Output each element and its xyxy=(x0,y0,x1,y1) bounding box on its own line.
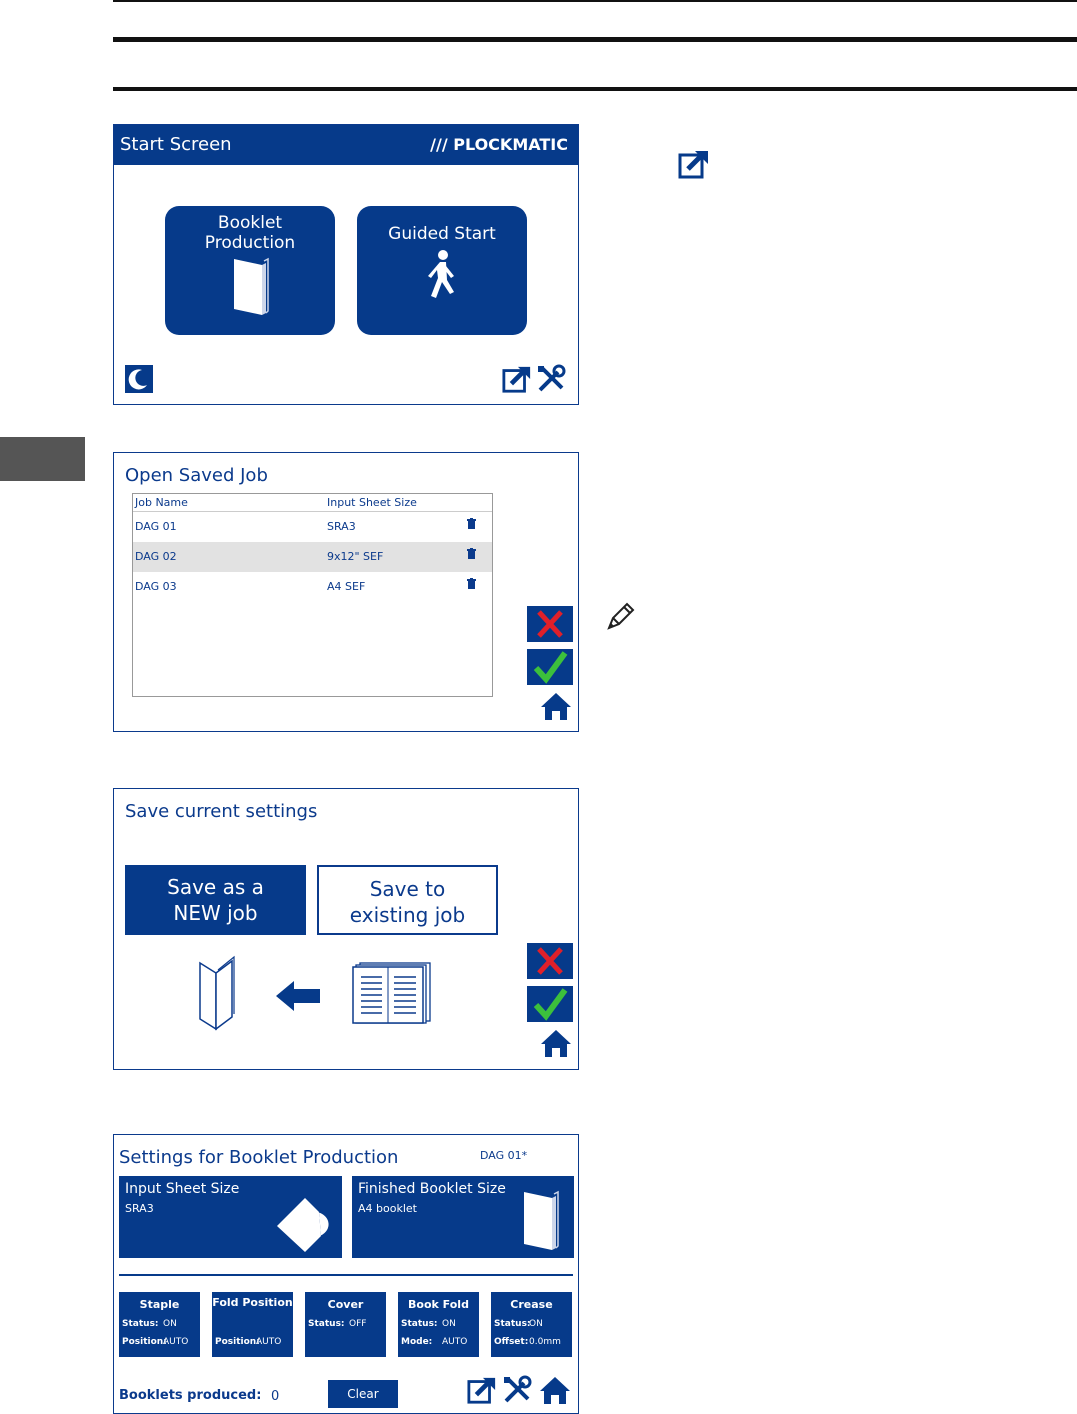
save-new-line1: Save as a xyxy=(167,875,264,899)
plockmatic-logo: /// PLOCKMATIC xyxy=(430,135,568,154)
book-fold-status-label: Status: xyxy=(401,1319,438,1329)
folded-sheet-icon xyxy=(273,1196,337,1256)
trash-icon[interactable] xyxy=(467,518,476,529)
booklet-settings-panel xyxy=(113,1134,579,1414)
crease-offset-label: Offset: xyxy=(494,1337,529,1347)
save-settings-panel xyxy=(113,788,579,1070)
start-screen-panel xyxy=(113,124,579,405)
cover-title: Cover xyxy=(327,1298,364,1311)
clear-button-label: Clear xyxy=(347,1387,379,1401)
input-sheet-size-title: Input Sheet Size xyxy=(125,1181,240,1197)
section-divider xyxy=(119,1274,573,1276)
guided-start-button[interactable] xyxy=(357,206,527,335)
trash-icon[interactable] xyxy=(467,578,476,589)
cover-status-value: OFF xyxy=(349,1319,367,1329)
save-existing-line2: existing job xyxy=(349,903,466,927)
chapter-tab xyxy=(0,437,85,481)
col-input-sheet-size: Input Sheet Size xyxy=(327,496,417,509)
booklets-produced-value: 0 xyxy=(271,1389,280,1404)
input-sheet-size-card[interactable] xyxy=(119,1176,342,1258)
tools-button[interactable] xyxy=(536,364,566,394)
cross-icon xyxy=(527,606,573,642)
cancel-button[interactable] xyxy=(527,943,573,979)
export-icon xyxy=(467,1375,497,1405)
table-row[interactable] xyxy=(133,512,492,542)
booklet-production-label-2: Production xyxy=(204,233,296,253)
staple-title: Staple xyxy=(139,1298,180,1311)
staple-tile[interactable] xyxy=(119,1292,200,1357)
tools-button[interactable] xyxy=(502,1375,532,1405)
table-row[interactable] xyxy=(133,572,492,602)
job-name-cell: DAG 02 xyxy=(135,550,177,563)
staple-position-value: AUTO xyxy=(163,1337,189,1347)
booklet-production-button[interactable] xyxy=(165,206,335,335)
guided-start-label: Guided Start xyxy=(388,224,496,244)
start-screen-header xyxy=(114,125,578,165)
save-new-line2: NEW job xyxy=(173,901,258,925)
book-fold-mode-label: Mode: xyxy=(401,1337,433,1347)
col-job-name: Job Name xyxy=(135,496,188,509)
home-icon xyxy=(539,1028,573,1058)
cover-tile[interactable] xyxy=(305,1292,386,1357)
finished-booklet-size-title: Finished Booklet Size xyxy=(358,1181,506,1197)
arrow-left-icon xyxy=(274,979,322,1013)
finished-booklet-size-value: A4 booklet xyxy=(358,1202,417,1215)
home-button[interactable] xyxy=(539,691,573,721)
save-existing-job-button[interactable] xyxy=(317,865,498,935)
staple-position-label: Position: xyxy=(122,1337,167,1347)
sheet-size-cell: SRA3 xyxy=(327,520,356,533)
fold-position-label: Position: xyxy=(215,1337,260,1347)
start-screen-title: Start Screen xyxy=(120,134,232,155)
sheet-size-cell: 9x12" SEF xyxy=(327,550,384,563)
export-button[interactable] xyxy=(502,364,532,394)
open-saved-job-panel xyxy=(113,452,579,732)
note-pencil-icon xyxy=(605,600,637,632)
export-button[interactable] xyxy=(467,1375,497,1405)
crease-status-value: ON xyxy=(529,1319,543,1329)
book-fold-status-value: ON xyxy=(442,1319,456,1329)
input-sheet-size-value: SRA3 xyxy=(125,1202,154,1215)
save-new-job-button[interactable] xyxy=(125,865,306,935)
fold-position-value: AUTO xyxy=(256,1337,282,1347)
top-rule-thin xyxy=(113,0,1077,2)
finished-booklet-size-card[interactable] xyxy=(352,1176,574,1258)
crease-status-label: Status: xyxy=(494,1319,531,1329)
book-fold-title: Book Fold xyxy=(408,1298,469,1311)
export-icon xyxy=(678,149,710,179)
current-job-label: DAG 01* xyxy=(480,1149,528,1162)
confirm-button[interactable] xyxy=(527,986,573,1022)
list-header xyxy=(133,494,492,512)
svg-text:z: z xyxy=(131,372,135,379)
crease-tile[interactable] xyxy=(491,1292,572,1357)
tools-icon xyxy=(502,1375,532,1405)
crease-title: Crease xyxy=(510,1298,553,1311)
home-icon xyxy=(539,691,573,721)
save-existing-line1: Save to xyxy=(369,877,446,901)
table-row-selected[interactable] xyxy=(133,542,492,572)
job-name-cell: DAG 03 xyxy=(135,580,177,593)
home-icon xyxy=(538,1375,572,1405)
sheet-size-cell: A4 SEF xyxy=(327,580,366,593)
folded-booklet-icon xyxy=(196,953,242,1033)
moon-icon xyxy=(125,365,153,393)
header-rule-bottom xyxy=(113,87,1077,91)
staple-status-label: Status: xyxy=(122,1319,159,1329)
export-icon xyxy=(502,364,532,394)
walking-person-icon xyxy=(420,248,464,310)
crease-offset-value: 0.0mm xyxy=(529,1337,561,1347)
cross-icon xyxy=(527,943,573,979)
cancel-button[interactable] xyxy=(527,606,573,642)
cover-status-label: Status: xyxy=(308,1319,345,1329)
check-icon xyxy=(527,986,573,1022)
save-settings-title: Save current settings xyxy=(125,801,318,822)
booklet-settings-title: Settings for Booklet Production xyxy=(119,1147,399,1168)
sleep-mode-button[interactable] xyxy=(125,365,153,393)
home-button[interactable] xyxy=(538,1375,572,1405)
header-rule xyxy=(113,37,1077,42)
saved-jobs-list xyxy=(132,493,493,697)
booklets-produced-label: Booklets produced: xyxy=(119,1388,262,1403)
clear-button[interactable] xyxy=(328,1380,398,1408)
confirm-button[interactable] xyxy=(527,649,573,685)
booklet-production-label-1: Booklet xyxy=(217,213,283,233)
book-fold-mode-value: AUTO xyxy=(442,1337,468,1347)
job-name-cell: DAG 01 xyxy=(135,520,177,533)
trash-icon[interactable] xyxy=(467,548,476,559)
fold-position-title: Fold Position xyxy=(212,1296,293,1309)
booklet-icon xyxy=(518,1184,562,1252)
booklet-icon xyxy=(228,255,272,317)
stacked-sheets-icon xyxy=(352,961,432,1025)
fold-position-tile[interactable] xyxy=(212,1292,293,1357)
book-fold-tile[interactable] xyxy=(398,1292,479,1357)
check-icon xyxy=(527,649,573,685)
staple-status-value: ON xyxy=(163,1319,177,1329)
home-button[interactable] xyxy=(539,1028,573,1058)
tools-icon xyxy=(536,364,566,394)
open-saved-job-title: Open Saved Job xyxy=(125,465,268,486)
